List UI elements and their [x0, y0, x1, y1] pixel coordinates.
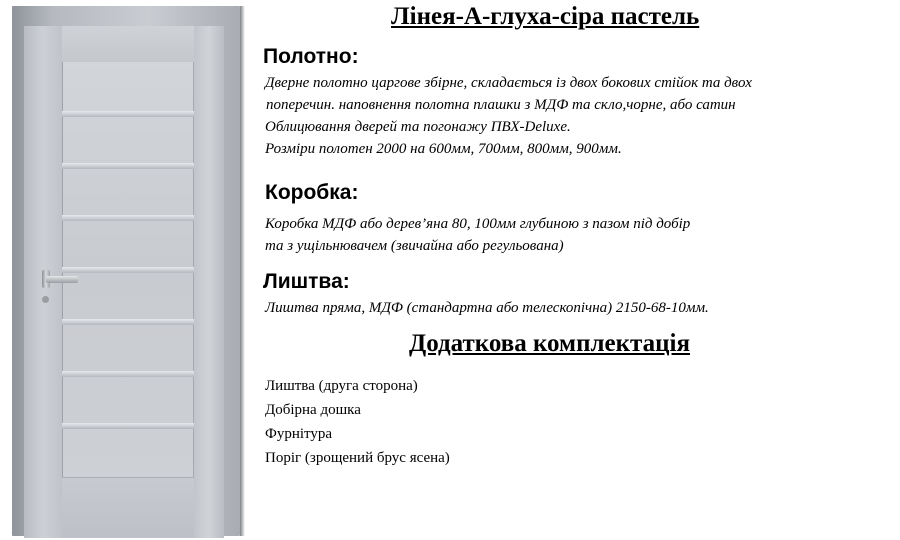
door-glass-insert [62, 319, 194, 325]
text-line: Коробка МДФ або дерев’яна 80, 100мм глубиною з пазом під добір [265, 216, 691, 232]
extras-heading: Додаткова комплектація [409, 330, 690, 357]
text-line: поперечин. наповнення полотна плашки з МДФ та скло,чорне, або сатин [266, 97, 736, 113]
door-glass-insert [62, 267, 194, 273]
text-line: Лиштва пряма, МДФ (стандартна або телескопічна) 2150-68-10мм. [265, 300, 709, 316]
door-top-rail [62, 26, 194, 62]
section-heading-korobka: Коробка: [265, 181, 359, 204]
door-glass-insert [62, 371, 194, 377]
door-image [0, 0, 245, 540]
list-item: Поріг (зрощений брус ясена) [265, 450, 450, 466]
door-glass-insert [62, 111, 194, 117]
text-line: та з ущільнювачем (звичайна або регульована) [265, 238, 564, 254]
door-glass-panel [62, 62, 194, 478]
page-title: Лінея-А-глуха-сіра пастель [391, 3, 700, 30]
door-glass-insert [62, 423, 194, 429]
section-text-polotno [265, 72, 752, 160]
door-glass-insert [62, 215, 194, 221]
door-glass-insert [62, 163, 194, 169]
text-line: Облицювання дверей та погонажу ПВХ-Deluxe. [265, 119, 571, 135]
section-text-lyshtva [265, 297, 709, 319]
text-line: Розміри полотен 2000 на 600мм, 700мм, 800мм, 900мм. [265, 141, 622, 157]
door-leaf [24, 26, 224, 538]
list-item: Фурнітура [265, 426, 333, 442]
door-right-stile [194, 26, 224, 538]
list-item: Лиштва (друга сторона) [265, 378, 418, 394]
door-lock-icon [42, 296, 49, 303]
extras-list [265, 374, 450, 470]
door-edge-shadow [240, 6, 245, 536]
section-heading-lyshtva: Лиштва: [263, 270, 350, 293]
door-bottom-rail [62, 477, 194, 538]
door-handle-icon [46, 276, 78, 283]
section-text-korobka [265, 213, 690, 257]
list-item: Добірна дошка [265, 402, 361, 418]
text-line: Дверне полотно царгове збірне, складається із двох бокових стійок та двох [265, 75, 752, 91]
section-heading-polotno: Полотно: [263, 45, 359, 68]
